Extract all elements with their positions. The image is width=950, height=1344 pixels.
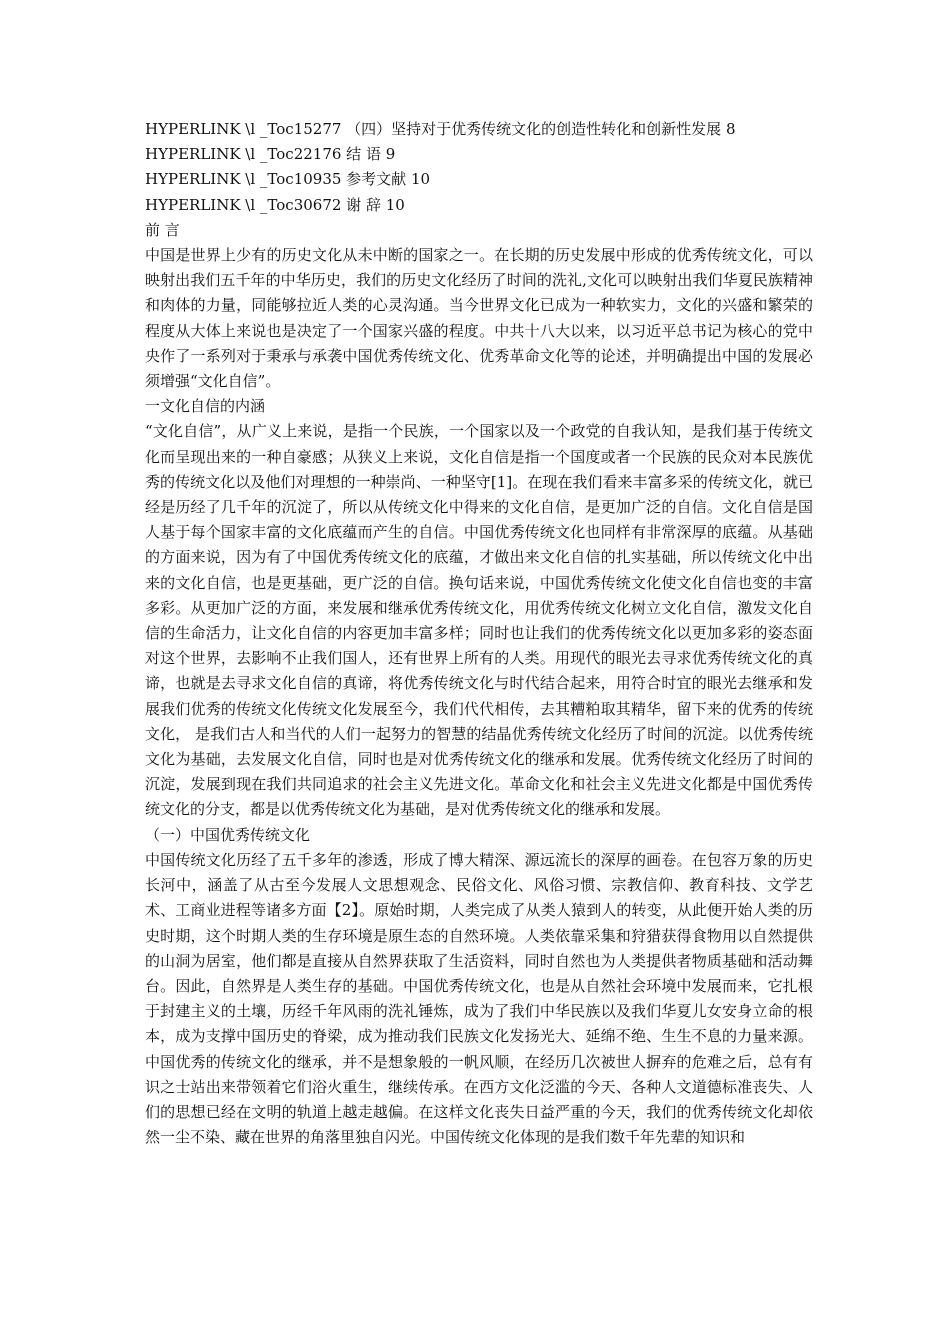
subsection-paragraph-traditional-culture: 中国传统文化历经了五千多年的渗透，形成了博大精深、源远流长的深厚的画卷。在包容万象的历史长河中，涵盖了从古至今发展人文思想观念、民俗文化、风俗习惯、宗教信仰、教育科技、文学艺术、工商业进程等诸多方面【2】。原始时期，人类完成了从类人猿到人的转变，从此便开始人类的历史时期，这个时期人类的生存环境是原生态的自然环境。人类依靠采集和狩猎获得食物用以自然提供的山洞为居室，他们都是直接从自然界获取了生活资料，同时自然也为人类提供者物质基础和活动舞台。因此，自然界是人类生存的基础。中国优秀传统文化，也是从自然社会环境中发展而来，它扎根于封建主义的土壤，历经千年风雨的洗礼锤炼，成为了我们中华民族以及我们华夏儿女安身立命的根本，成为支撑中国历史的脊梁，成为推动我们民族文化发扬光大、延绵不绝、生生不息的力量来源。中国优秀的传统文化的继承，并不是想象般的一帆风顺，在经历几次被世人摒弃的危难之后，总有有识之士站出来带领着它们浴火重生，继续传承。在西方文化泛滥的今天、各种人文道德标准丧失、人们的思想已经在文明的轨道上越走越偏。在这样文化丧失日益严重的今天，我们的优秀传统文化却依然一尘不染、藏在世界的角落里独自闪光。中国传统文化体现的是我们数千年先辈的知识和 xyxy=(145,850,813,1147)
subsection-heading-traditional-culture: （一）中国优秀传统文化 xyxy=(145,825,311,844)
document-page xyxy=(145,117,813,1150)
preface-heading: 前 言 xyxy=(145,220,180,239)
toc-entry-conclusion[interactable]: HYPERLINK \l _Toc22176 结 语 9 xyxy=(145,145,396,164)
preface-paragraph: 中国是世界上少有的历史文化从未中断的国家之一。在长期的历史发展中形成的优秀传统文化，可以映射出我们五千年的中华历史，我们的历史文化经历了时间的洗礼,文化可以映射出我们华夏民族精神和肉体的力量，同能够拉近人类的心灵沟通。当今世界文化已成为一种软实力，文化的兴盛和繁荣的程度从大体上来说也是决定了一个国家兴盛的程度。中共十八大以来，以习近平总书记为核心的党中央作了一系列对于秉承与承袭中国优秀传统文化、优秀革命文化等的论述，并明确提出中国的发展必须增强“文化自信”。 xyxy=(145,246,813,391)
toc-entry-references[interactable]: HYPERLINK \l _Toc10935 参考文献 10 xyxy=(145,170,431,189)
section-paragraph-cultural-confidence: “文化自信”，从广义上来说，是指一个民族，一个国家以及一个政党的自我认知，是我们基于传统文化而呈现出来的一种自豪感；从狭义上来说，文化自信是指一个国度或者一个民族的民众对本民族优秀的传统文化以及他们对理想的一种崇尚、一种坚守[1]。在现在我们看来丰富多采的传统文化，就已经是历经了几千年的沉淀了，所以从传统文化中得来的文化自信，是更加广泛的自信。文化自信是国人基于每个国家丰富的文化底蕴而产生的自信。中国优秀传统文化也同样有非常深厚的底蕴。从基础的方面来说，因为有了中国优秀传统文化的底蕴，才做出来文化自信的扎实基础，所以传统文化中出来的文化自信，也是更基础，更广泛的自信。换句话来说，中国优秀传统文化使文化自信也变的丰富多彩。从更加广泛的方面，来发展和继承优秀传统文化，用优秀传统文化树立文化自信，激发文化自信的生命活力，让文化自信的内容更加丰富多样；同时也让我们的优秀传统文化以更加多彩的姿态面对这个世界，去影响不止我们国人，还有世界上所有的人类。用现代的眼光去寻求优秀传统文化的真谛，也就是去寻求文化自信的真谛，将优秀传统文化与时代结合起来，用符合时宜的眼光去继承和发展我们优秀的传统文化传统文化发展至今，我们代代相传，去其糟粕取其精华，留下来的优秀的传统文化， 是我们古人和当代的人们一起努力的智慧的结晶优秀传统文化经历了时间的沉淀。以优秀传统文化为基础，去发展文化自信，同时也是对优秀传统文化的继承和发展。优秀传统文化经历了时间的沉淀，发展到现在我们共同追求的社会主义先进文化。革命文化和社会主义先进文化都是中国优秀传统文化的分支，都是以优秀传统文化为基础，是对优秀传统文化的继承和发展。 xyxy=(145,422,813,819)
toc-entry-acknowledgements[interactable]: HYPERLINK \l _Toc30672 谢 辞 10 xyxy=(145,195,405,214)
toc-entry-4[interactable]: HYPERLINK \l _Toc15277 （四）坚持对于优秀传统文化的创造性转化和创新性发展 8 xyxy=(145,120,736,138)
section-heading-cultural-confidence: 一文化自信的内涵 xyxy=(145,397,266,416)
